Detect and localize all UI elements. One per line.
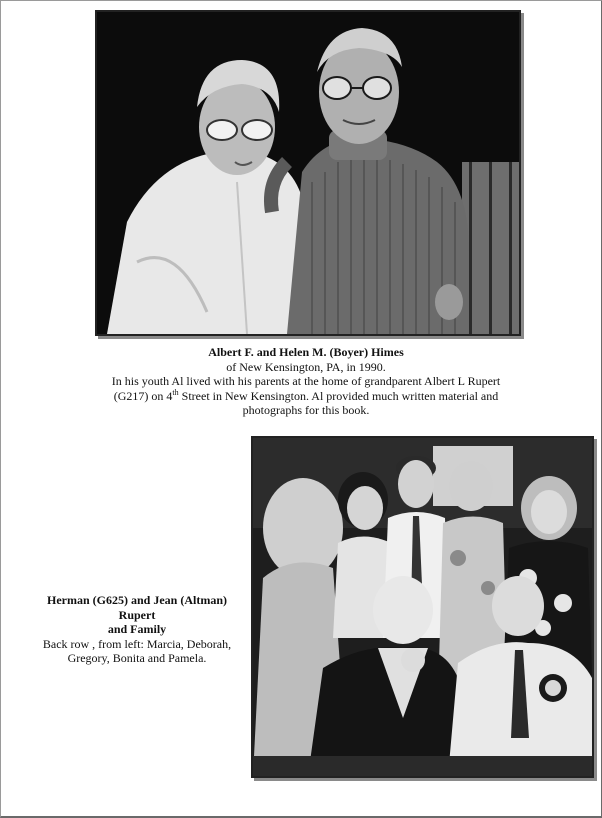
caption-line-part: Street in New Kensington. Al provided much written material and	[178, 388, 499, 403]
caption-line: photographs for this book.	[242, 403, 370, 417]
photo-rupert-family	[251, 436, 594, 778]
caption-herman-jean-rupert	[32, 593, 242, 666]
caption-line: In his youth Al lived with his parents at the home of grandparent Albert L Rupert	[111, 374, 501, 388]
caption-line: Gregory, Bonita and Pamela.	[67, 651, 207, 665]
caption-title: Albert F. and Helen M. (Boyer) Himes	[208, 345, 404, 359]
caption-line: of New Kensington, PA, in 1990.	[226, 359, 386, 374]
caption-line	[80, 389, 532, 404]
photo-albert-helen-himes	[95, 10, 521, 336]
caption-line-part: (G217) on 4	[113, 388, 173, 403]
photo-rupert-family-image	[253, 438, 592, 776]
caption-title: Herman (G625) and Jean (Altman)	[47, 593, 227, 607]
caption-albert-helen-himes	[80, 345, 532, 418]
caption-superscript: th	[172, 387, 179, 397]
caption-title: and Family	[107, 622, 167, 636]
caption-line: Back row , from left: Marcia, Deborah,	[42, 636, 232, 651]
caption-title: Rupert	[118, 607, 156, 622]
photo-albert-helen-himes-image	[97, 12, 519, 334]
